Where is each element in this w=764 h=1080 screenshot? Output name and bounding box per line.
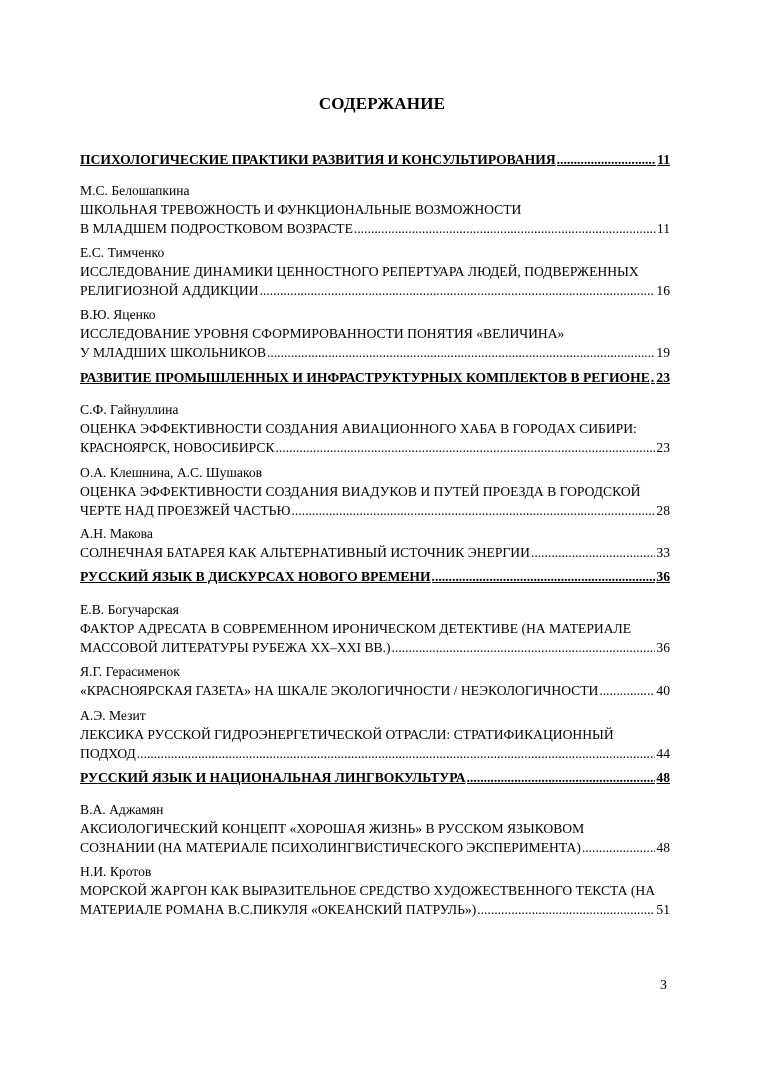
entry-page-number: 16	[656, 283, 670, 298]
dot-leader	[582, 838, 656, 857]
entry-author: А.Н. Макова	[80, 526, 153, 541]
toc-entry[interactable]	[80, 463, 670, 520]
entry-title-line: РЕЛИГИОЗНОЙ АДДИКЦИИ	[80, 283, 259, 298]
toc-entry[interactable]	[80, 400, 670, 457]
entry-title-line: «КРАСНОЯРСКАЯ ГАЗЕТА» НА ШКАЛЕ ЭКОЛОГИЧНОСТИ / НЕЭКОЛОГИЧНОСТИ	[80, 683, 599, 698]
dot-leader	[467, 768, 656, 787]
entry-page-number: 40	[656, 683, 670, 698]
entry-page-number: 23	[656, 440, 670, 455]
entry-page-number: 36	[656, 640, 670, 655]
entry-title-line: ОЦЕНКА ЭФФЕКТИВНОСТИ СОЗДАНИЯ ВИАДУКОВ И ПУТЕЙ ПРОЕЗДА В ГОРОДСКОЙ	[80, 484, 641, 499]
toc-section-heading[interactable]	[80, 150, 670, 169]
entry-page-number: 19	[656, 345, 670, 360]
dot-leader	[291, 501, 655, 520]
dot-leader	[477, 900, 655, 919]
entry-page-number: 48	[656, 840, 670, 855]
entry-author: Н.И. Кротов	[80, 864, 152, 879]
entry-title-line: У МЛАДШИХ ШКОЛЬНИКОВ	[80, 345, 267, 360]
entry-author: О.А. Клешнина, А.С. Шушаков	[80, 465, 263, 480]
entry-title-line: МАССОВОЙ ЛИТЕРАТУРЫ РУБЕЖА XX–XXI ВВ.)	[80, 640, 391, 655]
section-page-number: 11	[657, 152, 670, 167]
toc-section-heading[interactable]	[80, 768, 670, 787]
entry-title-line: ПОДХОД	[80, 746, 136, 761]
entry-title-line: МАТЕРИАЛЕ РОМАНА В.С.ПИКУЛЯ «ОКЕАНСКИЙ ПАТРУЛЬ»)	[80, 902, 477, 917]
toc-entry[interactable]	[80, 524, 670, 562]
dot-leader	[137, 744, 656, 763]
dot-leader	[267, 343, 655, 362]
toc-entry[interactable]	[80, 600, 670, 657]
toc-entry[interactable]	[80, 305, 670, 362]
toc-section-heading[interactable]	[80, 368, 670, 387]
toc-entry[interactable]	[80, 800, 670, 857]
entry-title-line: ИССЛЕДОВАНИЕ ДИНАМИКИ ЦЕННОСТНОГО РЕПЕРТУАРА ЛЮДЕЙ, ПОДВЕРЖЕННЫХ	[80, 264, 639, 279]
entry-title-line: ЛЕКСИКА РУССКОЙ ГИДРОЭНЕРГЕТИЧЕСКОЙ ОТРАСЛИ: СТРАТИФИКАЦИОННЫЙ	[80, 727, 614, 742]
section-title: ПСИХОЛОГИЧЕСКИЕ ПРАКТИКИ РАЗВИТИЯ И КОНСУЛЬТИРОВАНИЯ	[80, 152, 556, 167]
toc-section-heading[interactable]	[80, 567, 670, 586]
entry-title-line: В МЛАДШЕМ ПОДРОСТКОВОМ ВОЗРАСТЕ	[80, 221, 353, 236]
entry-author: В.А. Аджамян	[80, 802, 164, 817]
entry-author: Я.Г. Герасименок	[80, 664, 180, 679]
entry-author: С.Ф. Гайнуллина	[80, 402, 179, 417]
entry-title-line: ЧЕРТЕ НАД ПРОЕЗЖЕЙ ЧАСТЬЮ	[80, 503, 291, 518]
entry-author: Е.В. Богучарская	[80, 602, 179, 617]
dot-leader	[651, 368, 656, 387]
entry-title-line: ОЦЕНКА ЭФФЕКТИВНОСТИ СОЗДАНИЯ АВИАЦИОННОГО ХАБА В ГОРОДАХ СИБИРИ:	[80, 421, 637, 436]
dot-leader	[599, 681, 655, 700]
entry-page-number: 33	[656, 545, 670, 560]
section-title: РУССКИЙ ЯЗЫК В ДИСКУРСАХ НОВОГО ВРЕМЕНИ	[80, 569, 431, 584]
entry-title-line: СОЛНЕЧНАЯ БАТАРЕЯ КАК АЛЬТЕРНАТИВНЫЙ ИСТОЧНИК ЭНЕРГИИ	[80, 545, 530, 560]
page-title: СОДЕРЖАНИЕ	[318, 94, 446, 113]
entry-author: М.С. Белошапкина	[80, 183, 190, 198]
section-page-number: 36	[656, 569, 670, 584]
section-title: РАЗВИТИЕ ПРОМЫШЛЕННЫХ И ИНФРАСТРУКТУРНЫХ КОМПЛЕКТОВ В РЕГИОНЕ	[80, 370, 650, 385]
dot-leader	[432, 567, 656, 586]
toc-entry[interactable]	[80, 243, 670, 300]
toc-entry[interactable]	[80, 181, 670, 238]
entry-title-line: ШКОЛЬНАЯ ТРЕВОЖНОСТЬ И ФУНКЦИОНАЛЬНЫЕ ВОЗМОЖНОСТИ	[80, 202, 522, 217]
entry-title-line: СОЗНАНИИ (НА МАТЕРИАЛЕ ПСИХОЛИНГВИСТИЧЕСКОГО ЭКСПЕРИМЕНТА)	[80, 840, 581, 855]
entry-title-line: КРАСНОЯРСК, НОВОСИБИРСК	[80, 440, 275, 455]
page-number: 3	[660, 978, 667, 993]
toc-entry[interactable]	[80, 706, 670, 763]
section-title: РУССКИЙ ЯЗЫК И НАЦИОНАЛЬНАЯ ЛИНГВОКУЛЬТУРА	[80, 770, 466, 785]
section-page-number: 48	[656, 770, 670, 785]
entry-title-line: ИССЛЕДОВАНИЕ УРОВНЯ СФОРМИРОВАННОСТИ ПОНЯТИЯ «ВЕЛИЧИНА»	[80, 326, 565, 341]
entry-title-line: ФАКТОР АДРЕСАТА В СОВРЕМЕННОМ ИРОНИЧЕСКОМ ДЕТЕКТИВЕ (НА МАТЕРИАЛЕ	[80, 621, 632, 636]
entry-page-number: 51	[656, 902, 670, 917]
entry-title-line: АКСИОЛОГИЧЕСКИЙ КОНЦЕПТ «ХОРОШАЯ ЖИЗНЬ» В РУССКОМ ЯЗЫКОВОМ	[80, 821, 585, 836]
entry-author: А.Э. Мезит	[80, 708, 146, 723]
entry-author: В.Ю. Яценко	[80, 307, 156, 322]
entry-page-number: 44	[656, 746, 670, 761]
dot-leader	[531, 543, 655, 562]
dot-leader	[557, 150, 657, 169]
entry-page-number: 11	[656, 221, 670, 236]
dot-leader	[260, 281, 656, 300]
dot-leader	[276, 438, 656, 457]
dot-leader	[392, 638, 656, 657]
toc-entry[interactable]	[80, 862, 670, 919]
toc-entry[interactable]	[80, 662, 670, 700]
entry-author: Е.С. Тимченко	[80, 245, 165, 260]
section-page-number: 23	[656, 370, 670, 385]
entry-page-number: 28	[656, 503, 670, 518]
entry-title-line: МОРСКОЙ ЖАРГОН КАК ВЫРАЗИТЕЛЬНОЕ СРЕДСТВО ХУДОЖЕСТВЕННОГО ТЕКСТА (НА	[80, 883, 656, 898]
dot-leader	[354, 219, 656, 238]
